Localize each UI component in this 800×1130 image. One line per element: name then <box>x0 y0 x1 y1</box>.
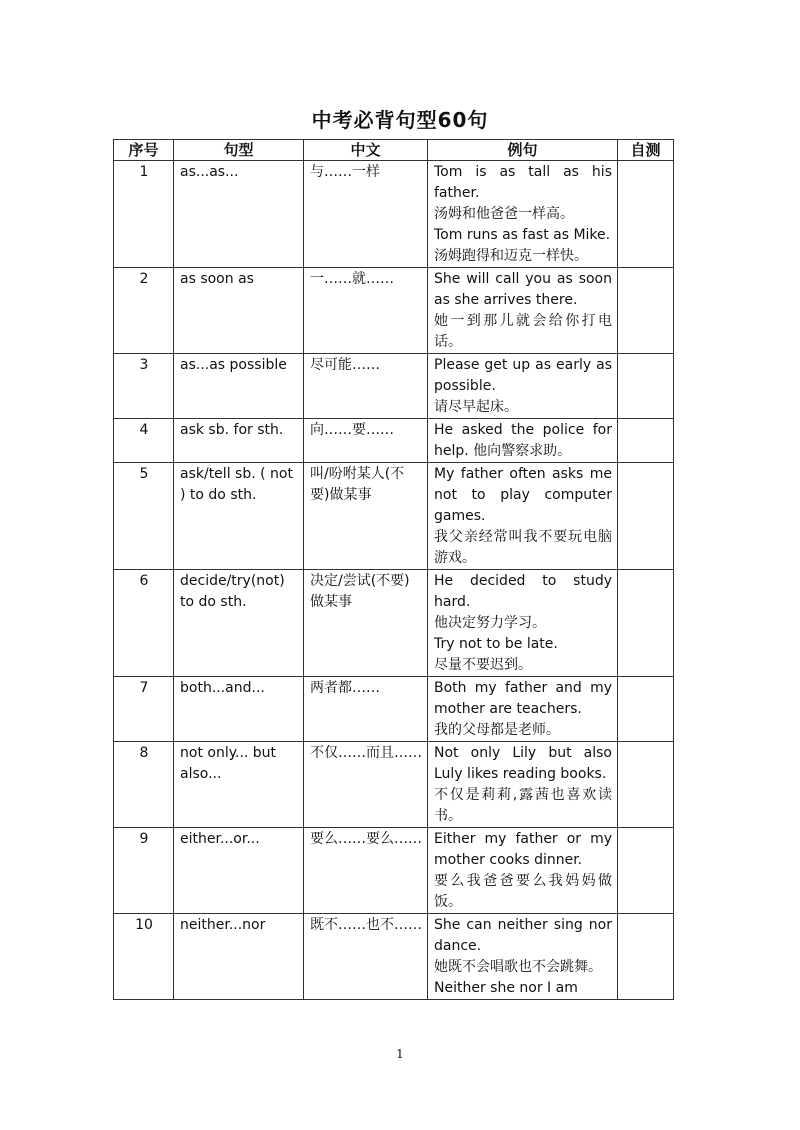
table-row <box>114 268 674 354</box>
example-line: Both my father and my mother are teachers. <box>434 680 612 717</box>
row-self-test <box>618 570 674 677</box>
row-self-test <box>618 419 674 463</box>
page-title: 中考必背句型60句 <box>311 108 489 132</box>
table-row <box>114 419 674 463</box>
example-line: Tom is as tall as his father. <box>434 164 612 201</box>
table-row <box>114 828 674 914</box>
header-self-test: 自测 <box>618 140 674 161</box>
example-line: 她既不会唱歌也不会跳舞。 <box>434 959 602 975</box>
row-chinese: 两者都…… <box>304 677 428 742</box>
row-chinese: 不仅……而且…… <box>304 742 428 828</box>
example-line: 汤姆跑得和迈克一样快。 <box>434 248 588 264</box>
row-self-test <box>618 828 674 914</box>
row-pattern: not only... but also... <box>174 742 304 828</box>
row-self-test <box>618 677 674 742</box>
example-line: 尽量不要迟到。 <box>434 657 532 673</box>
example-line: 我的父母都是老师。 <box>434 722 560 738</box>
example-line: Neither she nor I am <box>434 980 578 996</box>
row-chinese: 与……一样 <box>304 161 428 268</box>
row-examples <box>428 161 618 268</box>
row-self-test <box>618 463 674 570</box>
row-number: 9 <box>114 828 174 914</box>
row-pattern: either...or... <box>174 828 304 914</box>
row-number: 6 <box>114 570 174 677</box>
row-chinese: 既不……也不…… <box>304 914 428 1000</box>
row-examples <box>428 268 618 354</box>
row-self-test <box>618 914 674 1000</box>
example-line: She will call you as soon as she arrives there. <box>434 271 612 308</box>
row-number: 5 <box>114 463 174 570</box>
table-row <box>114 161 674 268</box>
row-examples <box>428 828 618 914</box>
example-line: My father often asks me not to play computer games. <box>434 466 612 524</box>
row-examples <box>428 742 618 828</box>
example-line: 要么我爸爸要么我妈妈做饭。 <box>434 873 612 910</box>
row-number: 1 <box>114 161 174 268</box>
example-line: He asked the police for help. 他向警察求助。 <box>434 422 612 459</box>
row-examples <box>428 463 618 570</box>
example-line: She can neither sing nor dance. <box>434 917 612 954</box>
example-line: He decided to study hard. <box>434 573 612 610</box>
row-self-test <box>618 742 674 828</box>
row-examples <box>428 677 618 742</box>
example-line: Tom runs as fast as Mike. <box>434 227 611 243</box>
row-pattern: both...and... <box>174 677 304 742</box>
table-row <box>114 354 674 419</box>
example-line: Not only Lily but also Luly likes reading books. <box>434 745 612 782</box>
row-number: 3 <box>114 354 174 419</box>
header-number: 序号 <box>114 140 174 161</box>
row-self-test <box>618 354 674 419</box>
row-self-test <box>618 161 674 268</box>
table-row <box>114 677 674 742</box>
row-number: 2 <box>114 268 174 354</box>
row-examples <box>428 914 618 1000</box>
sentence-pattern-table <box>113 139 674 1000</box>
example-line: Try not to be late. <box>434 636 558 652</box>
row-pattern: as...as... <box>174 161 304 268</box>
example-line: 我父亲经常叫我不要玩电脑游戏。 <box>434 529 612 566</box>
row-self-test <box>618 268 674 354</box>
row-number: 4 <box>114 419 174 463</box>
row-number: 10 <box>114 914 174 1000</box>
header-pattern: 句型 <box>174 140 304 161</box>
row-chinese: 一……就…… <box>304 268 428 354</box>
example-line: 他决定努力学习。 <box>434 615 546 631</box>
row-pattern: ask/tell sb. ( not ) to do sth. <box>174 463 304 570</box>
row-examples <box>428 419 618 463</box>
header-example: 例句 <box>428 140 618 161</box>
row-number: 8 <box>114 742 174 828</box>
example-line: Either my father or my mother cooks dinner. <box>434 831 612 868</box>
example-line: Please get up as early as possible. <box>434 357 612 394</box>
row-chinese: 尽可能…… <box>304 354 428 419</box>
row-pattern: ask sb. for sth. <box>174 419 304 463</box>
row-pattern: neither...nor <box>174 914 304 1000</box>
row-number: 7 <box>114 677 174 742</box>
row-chinese: 叫/吩咐某人(不要)做某事 <box>304 463 428 570</box>
example-line: 她一到那儿就会给你打电话。 <box>434 313 612 350</box>
row-examples <box>428 354 618 419</box>
row-chinese: 向……要…… <box>304 419 428 463</box>
table-row <box>114 742 674 828</box>
row-chinese: 决定/尝试(不要)做某事 <box>304 570 428 677</box>
table-row <box>114 570 674 677</box>
example-line: 不仅是莉莉,露茜也喜欢读书。 <box>434 787 612 824</box>
row-pattern: as...as possible <box>174 354 304 419</box>
page-number: 1 <box>396 1047 404 1061</box>
row-pattern: decide/try(not) to do sth. <box>174 570 304 677</box>
example-line: 汤姆和他爸爸一样高。 <box>434 206 574 222</box>
table-row <box>114 463 674 570</box>
row-chinese: 要么……要么…… <box>304 828 428 914</box>
row-examples <box>428 570 618 677</box>
example-line: 请尽早起床。 <box>434 399 518 415</box>
table-row <box>114 914 674 1000</box>
table-header-row <box>114 140 674 161</box>
row-pattern: as soon as <box>174 268 304 354</box>
header-chinese: 中文 <box>304 140 428 161</box>
